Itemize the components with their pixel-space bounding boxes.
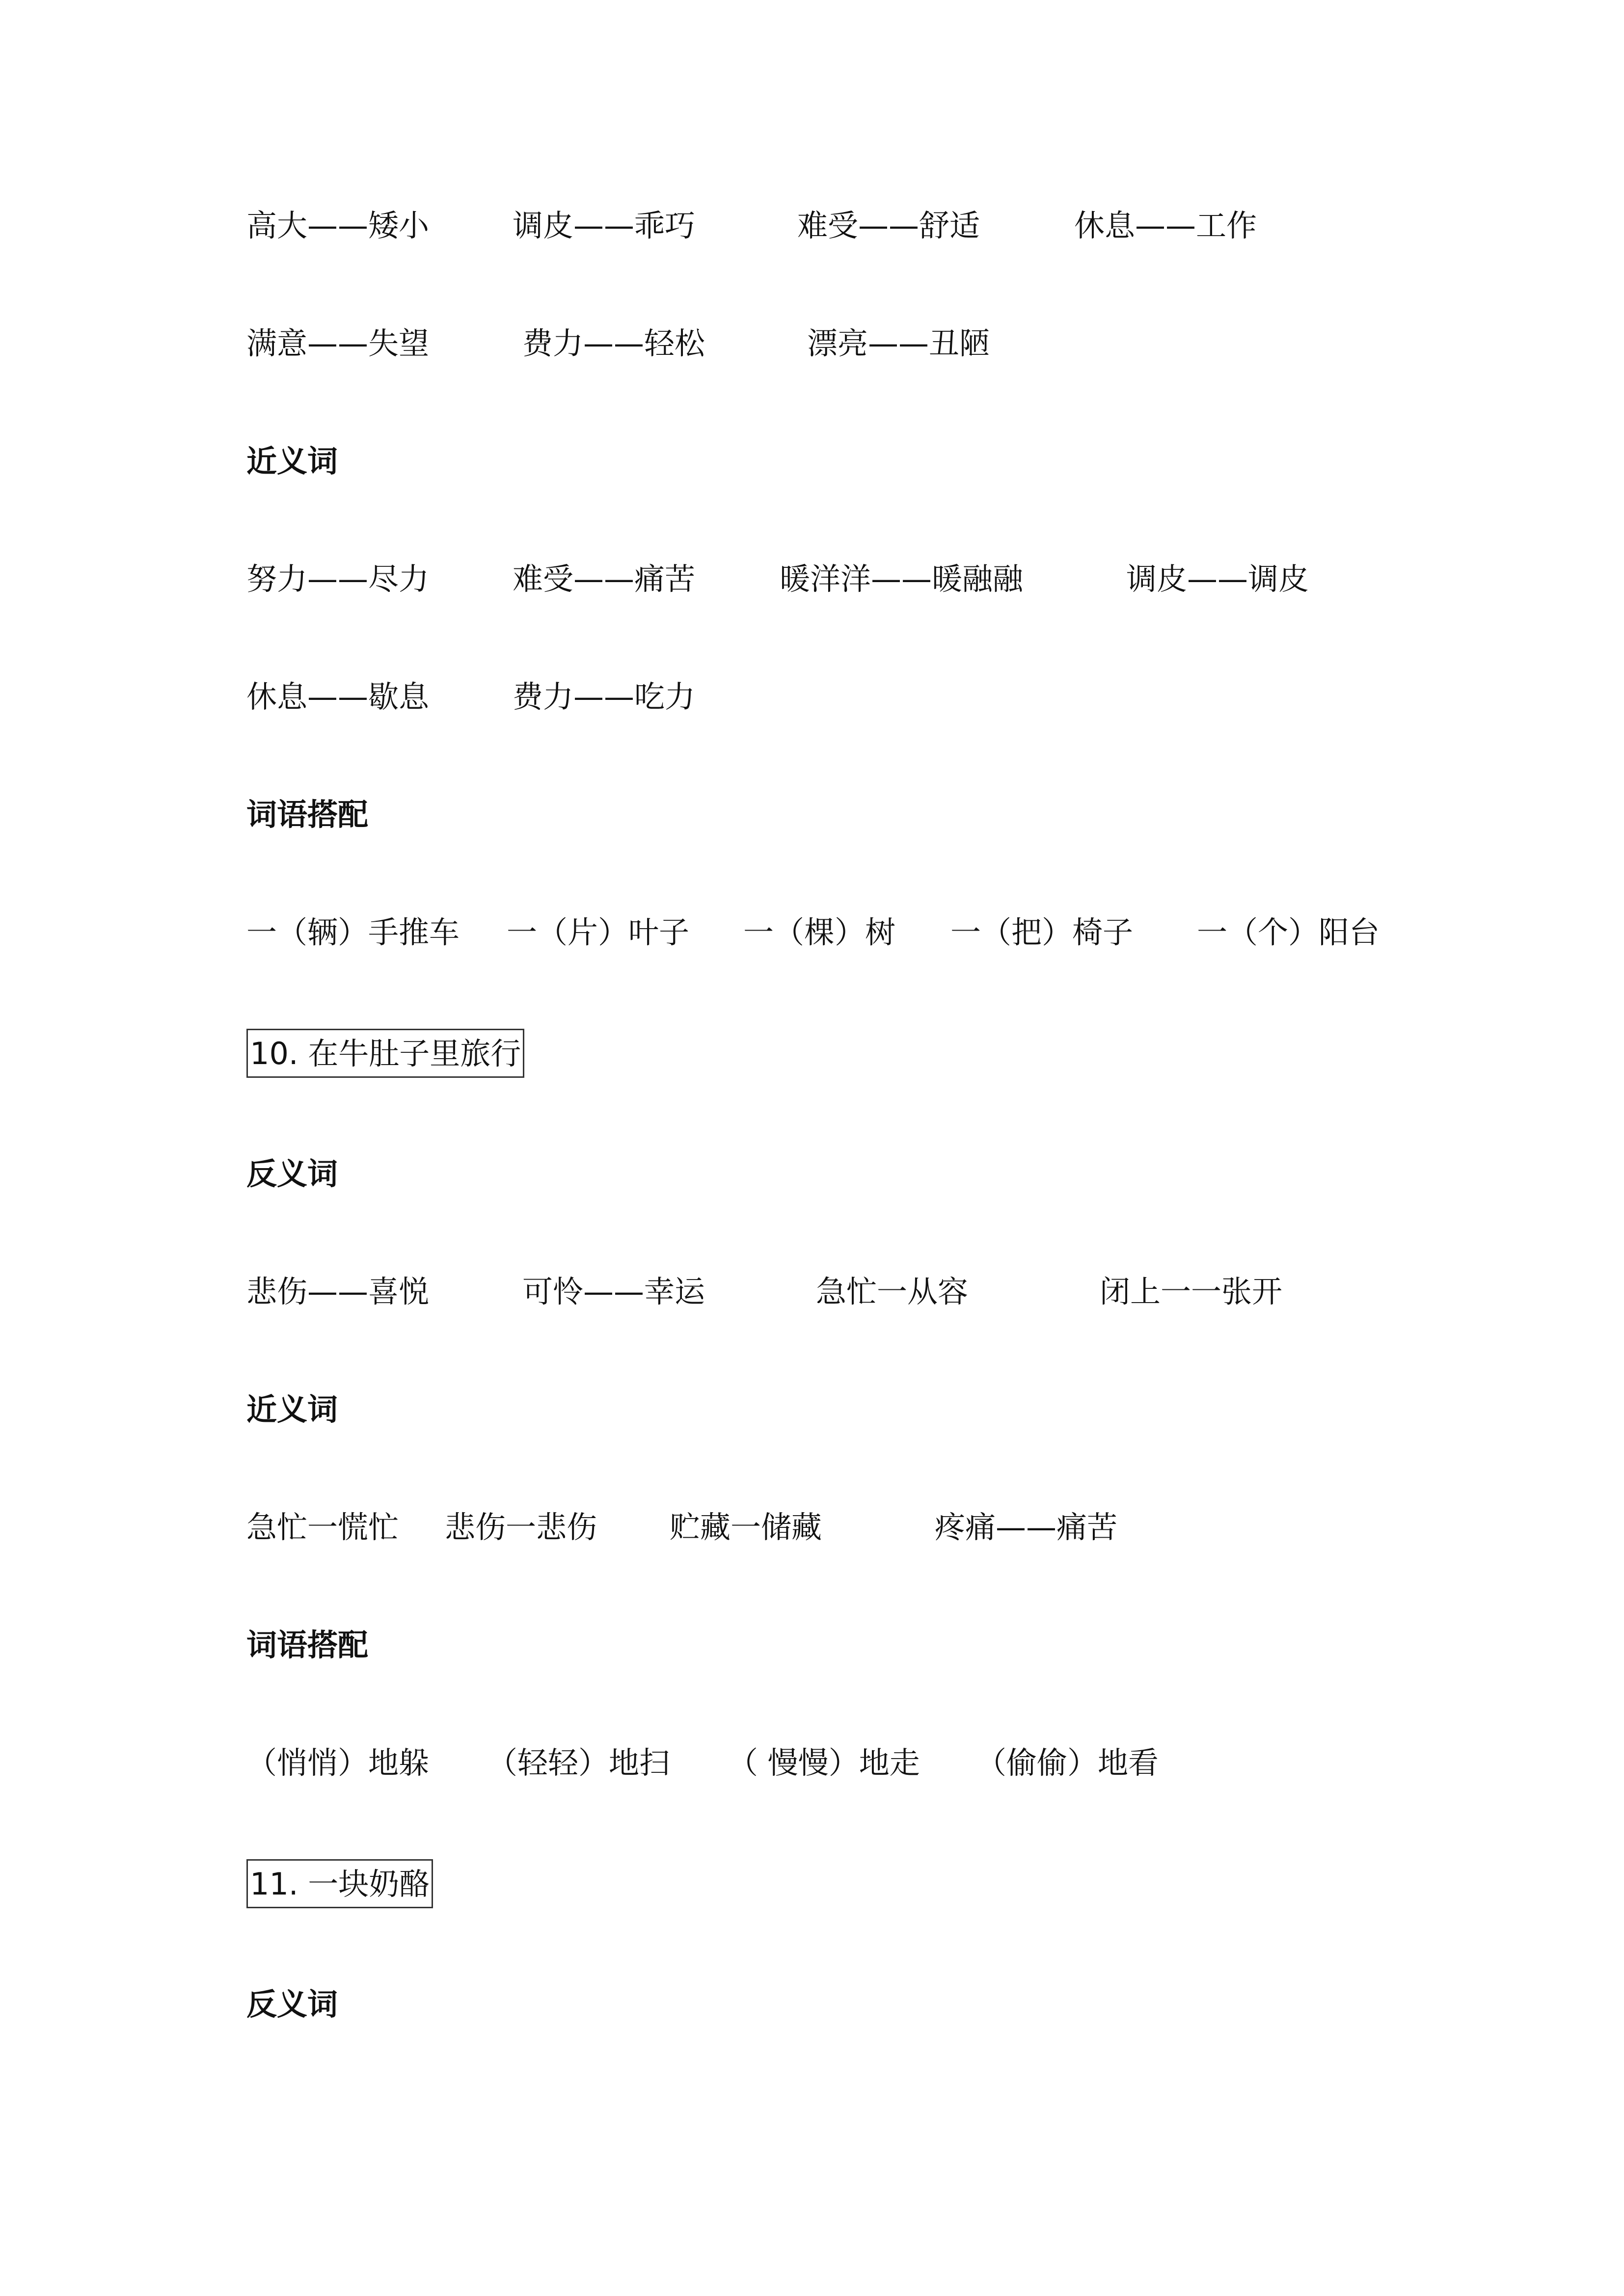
word-pair: 满意——失望	[246, 325, 430, 361]
word-pair: 费力——吃力	[513, 679, 696, 715]
lesson-11-title: 11. 一块奶酪	[246, 1859, 433, 1908]
collocation-item: （偷偷）地看	[976, 1745, 1159, 1781]
word-pair: 可怜——幸运	[522, 1274, 705, 1309]
word-pair: 急忙一慌忙	[246, 1509, 399, 1545]
synonyms-heading: 近义词	[246, 443, 338, 479]
antonyms-heading: 反义词	[246, 1156, 338, 1192]
synonyms-heading: 近义词	[246, 1391, 338, 1427]
collocation-heading: 词语搭配	[246, 1627, 369, 1663]
word-pair: 休息——歇息	[246, 679, 430, 715]
word-pair: 疼痛——痛苦	[935, 1509, 1118, 1545]
word-pair: 悲伤一悲伤	[445, 1509, 597, 1545]
collocation-heading: 词语搭配	[246, 797, 369, 832]
word-pair: 高大——矮小	[246, 208, 430, 243]
collocation-item: 一（把）椅子	[950, 914, 1134, 950]
antonyms-heading: 反义词	[246, 1986, 338, 2022]
word-pair: 闭上一一张开	[1100, 1274, 1283, 1309]
word-pair: 调皮——调皮	[1126, 561, 1309, 597]
word-pair: 暖洋洋——暖融融	[780, 561, 1024, 597]
word-pair: 调皮——乖巧	[513, 208, 696, 243]
word-pair: 悲伤——喜悦	[246, 1274, 430, 1309]
lesson-10-title: 10. 在牛肚子里旅行	[246, 1029, 524, 1078]
collocation-item: 一（棵）树	[743, 914, 896, 950]
word-pair: 休息——工作	[1074, 208, 1257, 243]
word-pair: 难受——舒适	[797, 208, 980, 243]
collocation-item: （轻轻）地扫	[487, 1745, 670, 1781]
word-pair: 努力——尽力	[246, 561, 430, 597]
collocation-item: 一（辆）手推车	[246, 914, 460, 950]
word-pair: 漂亮——丑陋	[807, 325, 990, 361]
word-pair: 贮藏一储藏	[670, 1509, 822, 1545]
word-pair: 费力——轻松	[522, 325, 705, 361]
word-pair: 难受——痛苦	[513, 561, 696, 597]
collocation-item: （ 慢慢）地走	[728, 1745, 920, 1781]
word-pair: 急忙一从容	[816, 1274, 969, 1309]
collocation-item: 一（个）阳台	[1197, 914, 1380, 950]
collocation-item: （悄悄）地躲	[246, 1745, 430, 1781]
collocation-item: 一（片）叶子	[507, 914, 690, 950]
